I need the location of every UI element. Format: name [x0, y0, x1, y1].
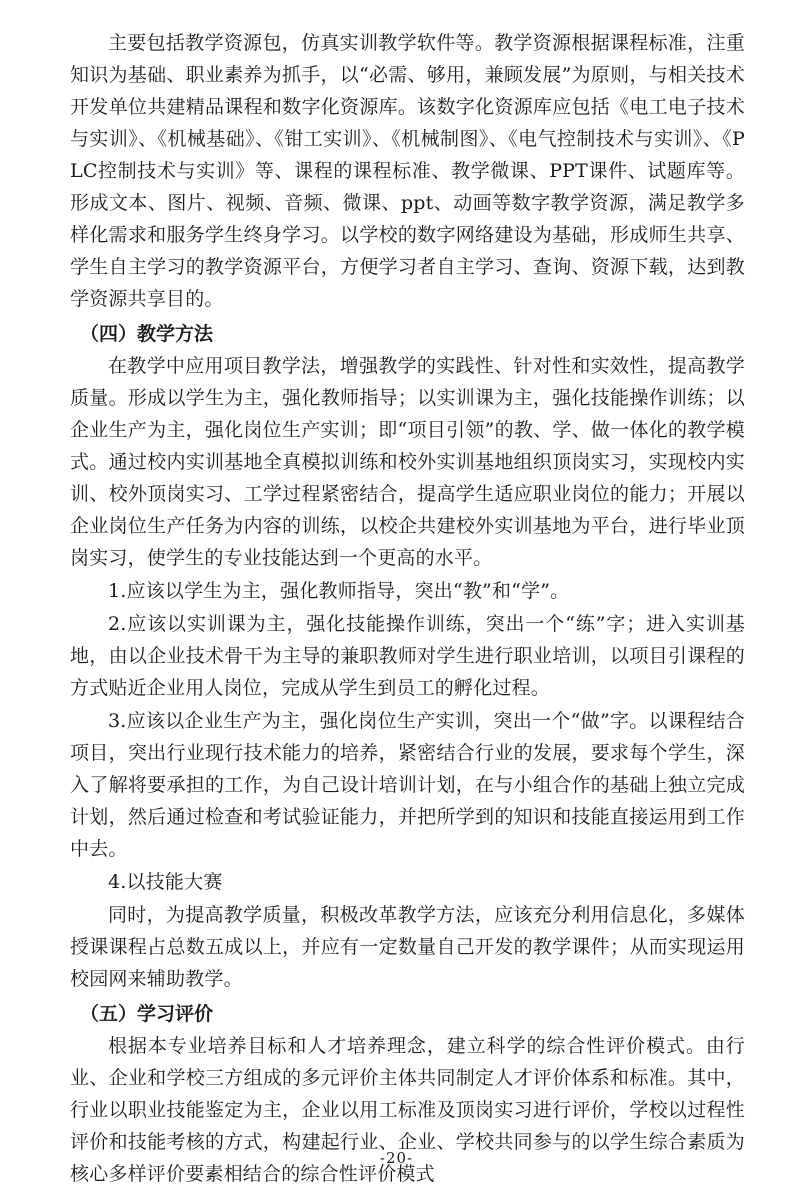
section-heading-learning-evaluation: （五）学习评价	[80, 1003, 214, 1025]
list-item-1: 1.应该以学生为主，强化教师指导，突出“教”和“学”。	[108, 580, 570, 602]
paragraph-teaching-resources: 主要包括教学资源包，仿真实训教学软件等。教学资源根据课程标准，注重知识为基础、职业素养为抓手，以“必需、够用，兼顾发展”为原则，与相关技术开发单位共建精品课程和数字化资源库。该数字化资源库应包括《电工电子技术与实训》、《机械基础》、《钳工实训》、《机械制图》、《电气控制技术与实训》、《PLC控制技术与实训》等、课程的课程标准、教学微课、PPT课件、试题库等。形成文本、图片、视频、音频、微课、ppt、动画等数字教学资源，满足教学多样化需求和服务学生终身学习。以学校的数字网络建设为基础，形成师生共享、学生自主学习的教学资源平台，方便学习者自主学习、查询、资源下载，达到教学资源共享目的。	[70, 32, 745, 310]
paragraph-teaching-methods: 在教学中应用项目教学法，增强教学的实践性、针对性和实效性，提高教学质量。形成以学生为主，强化教师指导；以实训课为主，强化技能操作训练；以企业生产为主，强化岗位生产实训；即“项目引领”的教、学、做一体化的教学模式。通过校内实训基地全真模拟训练和校外实训基地组织顶岗实习，实现校内实训、校外顶岗实习、工学过程紧密结合，提高学生适应职业岗位的能力；开展以企业岗位生产任务为内容的训练，以校企共建校外实训基地为平台，进行毕业顶岗实习，使学生的专业技能达到一个更高的水平。	[70, 355, 745, 569]
section-heading-teaching-methods: （四）教学方法	[80, 323, 214, 345]
list-item-3: 3.应该以企业生产为主，强化岗位生产实训，突出一个“做”字。以课程结合项目，突出行业现行技术能力的培养，紧密结合行业的发展，要求每个学生，深入了解将要承担的工作，为自己设计培训计划，在与小组合作的基础上独立完成计划，然后通过检查和考试验证能力，并把所学到的知识和技能直接运用到工作中去。	[70, 710, 745, 860]
page-number: -20-	[379, 1149, 414, 1167]
document-body	[70, 27, 745, 1190]
paragraph-informatization: 同时，为提高教学质量，积极改革教学方法，应该充分利用信息化，多媒体授课课程占总数五成以上，并应有一定数量自己开发的教学课件；从而实现运用校园网来辅助教学。	[70, 904, 745, 990]
paragraph-evaluation-model: 根据本专业培养目标和人才培养理念，建立科学的综合性评价模式。由行业、企业和学校三方组成的多元评价主体共同制定人才评价体系和标准。其中，行业以职业技能鉴定为主，企业以用工标准及顶岗实习进行评价，学校以过程性评价和技能考核的方式，构建起行业、企业、学校共同参与的以学生综合素质为核心多样评价要素相结合的综合性评价模式	[70, 1035, 745, 1185]
list-item-2: 2.应该以实训课为主，强化技能操作训练，突出一个“练”字；进入实训基地，由以企业技术骨干为主导的兼职教师对学生进行职业培训，以项目引课程的方式贴近企业用人岗位，完成从学生到员工的孵化过程。	[70, 613, 745, 699]
list-item-4: 4.以技能大赛	[108, 871, 223, 893]
